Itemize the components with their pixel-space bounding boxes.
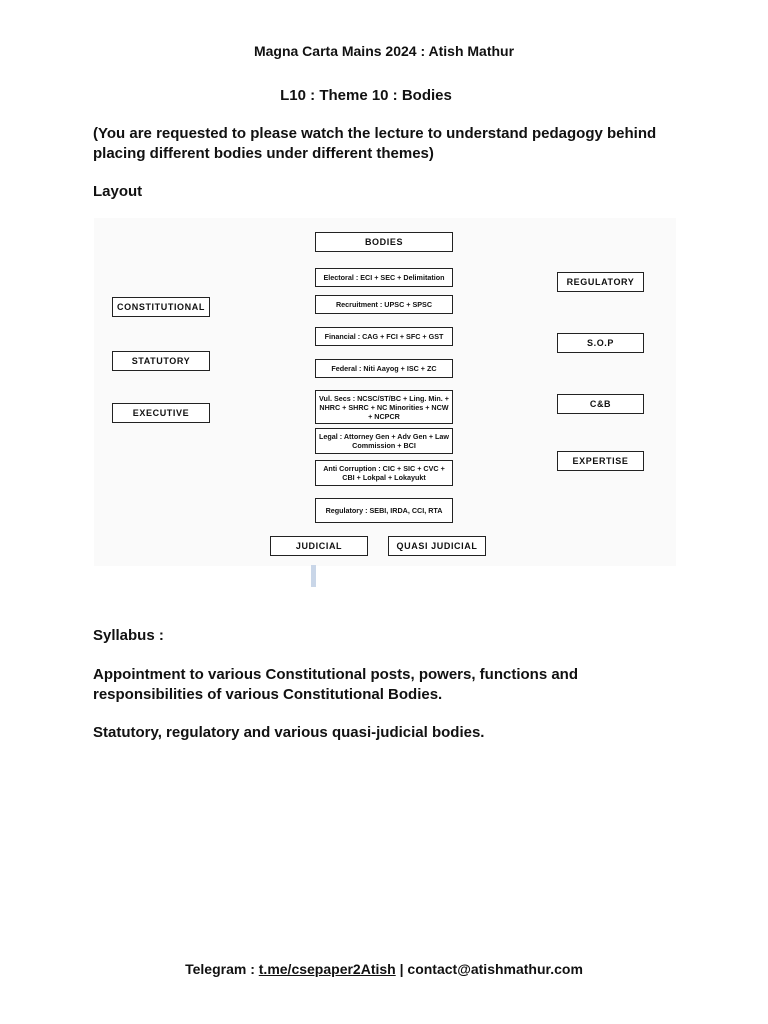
text-cursor-mark: [311, 565, 316, 587]
diagram-box-sop: S.O.P: [557, 333, 644, 353]
bodies-diagram: [94, 218, 676, 566]
diagram-box-quasi-judicial: QUASI JUDICIAL: [388, 536, 486, 556]
diagram-box-anti-corruption: Anti Corruption : CIC + SIC + CVC + CBI + Lokpal + Lokayukt: [315, 460, 453, 486]
footer-separator: |: [395, 961, 408, 977]
diagram-box-financial: Financial : CAG + FCI + SFC + GST: [315, 327, 453, 346]
layout-heading: Layout: [93, 183, 143, 200]
diagram-box-legal: Legal : Attorney Gen + Adv Gen + Law Commission + BCI: [315, 428, 453, 454]
diagram-box-executive: EXECUTIVE: [112, 403, 210, 423]
diagram-box-vulnerable-sections: Vul. Secs : NCSC/ST/BC + Ling. Min. + NHRC + SHRC + NC Minorities + NCW + NCPCR: [315, 390, 453, 424]
diagram-box-c-and-b: C&B: [557, 394, 644, 414]
diagram-box-expertise: EXPERTISE: [557, 451, 644, 471]
document-header: Magna Carta Mains 2024 : Atish Mathur: [253, 43, 515, 59]
diagram-box-recruitment: Recruitment : UPSC + SPSC: [315, 295, 453, 314]
diagram-box-regulatory: REGULATORY: [557, 272, 644, 292]
diagram-box-judicial: JUDICIAL: [270, 536, 368, 556]
syllabus-line-constitutional: Appointment to various Constitutional posts, powers, functions and responsibilities of various Constitutional Bodies.: [93, 666, 579, 703]
syllabus-line-statutory: Statutory, regulatory and various quasi-judicial bodies.: [93, 724, 485, 741]
diagram-box-federal: Federal : Niti Aayog + ISC + ZC: [315, 359, 453, 378]
document-footer: [0, 961, 768, 977]
diagram-box-bodies: BODIES: [315, 232, 453, 252]
telegram-link[interactable]: t.me/csepaper2Atish: [258, 961, 396, 977]
syllabus-heading: Syllabus :: [93, 627, 164, 644]
intro-note: (You are requested to please watch the lecture to understand pedagogy behind placing different bodies under different themes): [93, 125, 657, 162]
lecture-title: L10 : Theme 10 : Bodies: [280, 87, 452, 104]
contact-email[interactable]: contact@atishmathur.com: [407, 961, 583, 977]
diagram-box-constitutional: CONSTITUTIONAL: [112, 297, 210, 317]
diagram-box-electoral: Electoral : ECI + SEC + Delimitation: [315, 268, 453, 287]
diagram-box-regulatory-bodies: Regulatory : SEBI, IRDA, CCI, RTA: [315, 498, 453, 523]
diagram-box-statutory: STATUTORY: [112, 351, 210, 371]
footer-telegram-label: Telegram :: [185, 961, 259, 977]
